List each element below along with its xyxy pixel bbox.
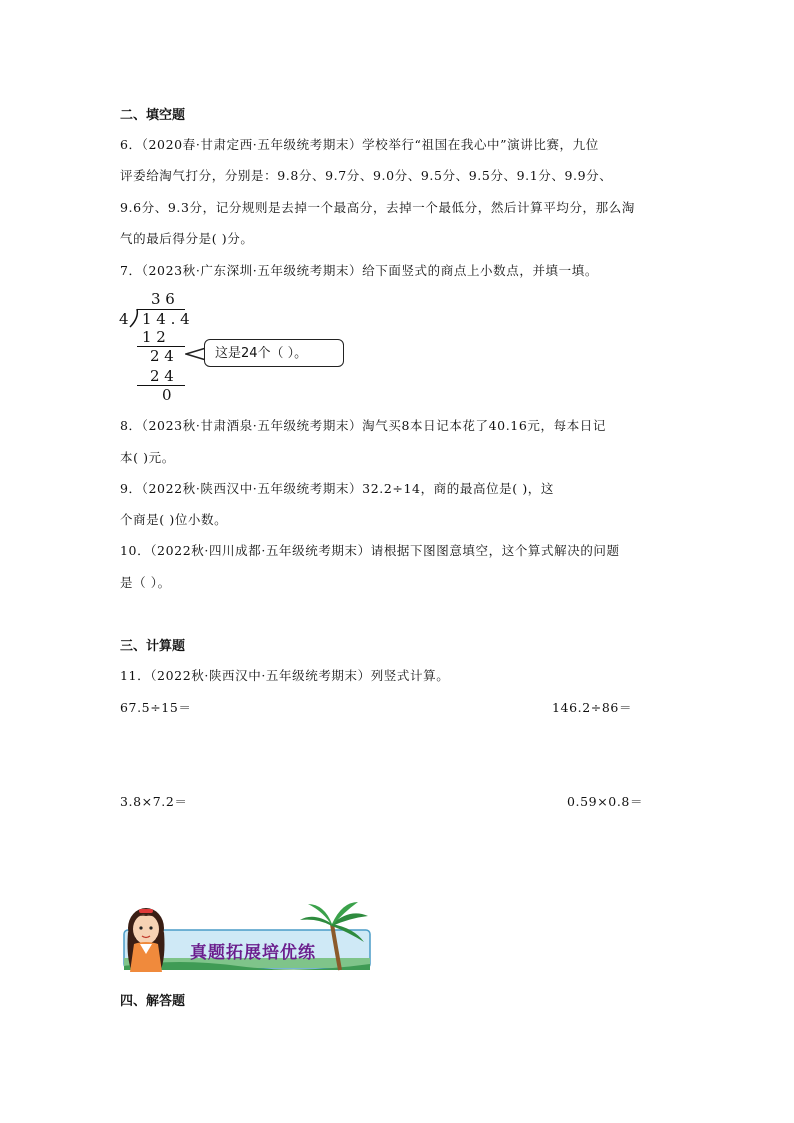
division-remainder: 0 — [162, 386, 172, 404]
q6-line-3: 9.6分、9.3分，记分规则是去掉一个最高分，去掉一个最低分，然后计算平均分，那么淘 — [120, 200, 635, 215]
q6-line-4: 气的最后得分是( )分。 — [120, 231, 254, 246]
section-title-fill-blank: 二、填空题 — [120, 108, 186, 123]
q8-line-1: 8．（2023秋·甘肃酒泉·五年级统考期末）淘气买8本日记本花了40.16元，每本日记 — [120, 418, 606, 433]
banner-title: 真题拓展培优练 — [190, 943, 316, 963]
q8-line-2: 本( )元。 — [120, 450, 175, 465]
q7-line-1: 7．（2023秋·广东深圳·五年级统考期末）给下面竖式的商点上小数点，并填一填。 — [120, 263, 598, 278]
division-step-3: 2 4 — [150, 367, 174, 385]
division-step-1: 1 2 — [142, 328, 166, 346]
division-dividend: 1 4 . 4 — [142, 310, 190, 328]
division-quotient: 3 6 — [151, 290, 175, 308]
q11-expr-1: 67.5÷15＝ — [120, 700, 192, 715]
q9-line-1: 9．（2022秋·陕西汉中·五年级统考期末）32.2÷14，商的最高位是( )，这 — [120, 481, 555, 496]
q6-line-1: 6．（2020春·甘肃定西·五年级统考期末）学校举行“祖国在我心中”演讲比赛，九位 — [120, 137, 599, 152]
banner-artwork — [118, 898, 376, 976]
section-title-answer: 四、解答题 — [120, 994, 186, 1009]
q11-line-1: 11．（2022秋·陕西汉中·五年级统考期末）列竖式计算。 — [120, 668, 450, 683]
division-line-2 — [137, 385, 185, 386]
q11-expr-2: 146.2÷86＝ — [552, 700, 633, 715]
speech-bubble: 这是24个（ ）。 — [204, 339, 344, 367]
division-bracket — [128, 308, 140, 328]
section-title-calculation: 三、计算题 — [120, 639, 186, 654]
division-step-2: 2 4 — [150, 347, 174, 365]
q9-line-2: 个商是( )位小数。 — [120, 512, 228, 527]
q10-line-1: 10．（2022秋·四川成都·五年级统考期末）请根据下图图意填空，这个算式解决的问题 — [120, 543, 620, 558]
extension-banner — [118, 898, 376, 976]
division-divisor: 4 — [119, 310, 129, 328]
q11-expr-3: 3.8×7.2＝ — [120, 794, 188, 809]
q10-line-2: 是（ ）。 — [120, 575, 171, 590]
q11-expr-4: 0.59×0.8＝ — [567, 794, 644, 809]
q6-line-2: 评委给淘气打分，分别是：9.8分、9.7分、9.0分、9.5分、9.5分、9.1分、9.9分、 — [120, 168, 613, 183]
